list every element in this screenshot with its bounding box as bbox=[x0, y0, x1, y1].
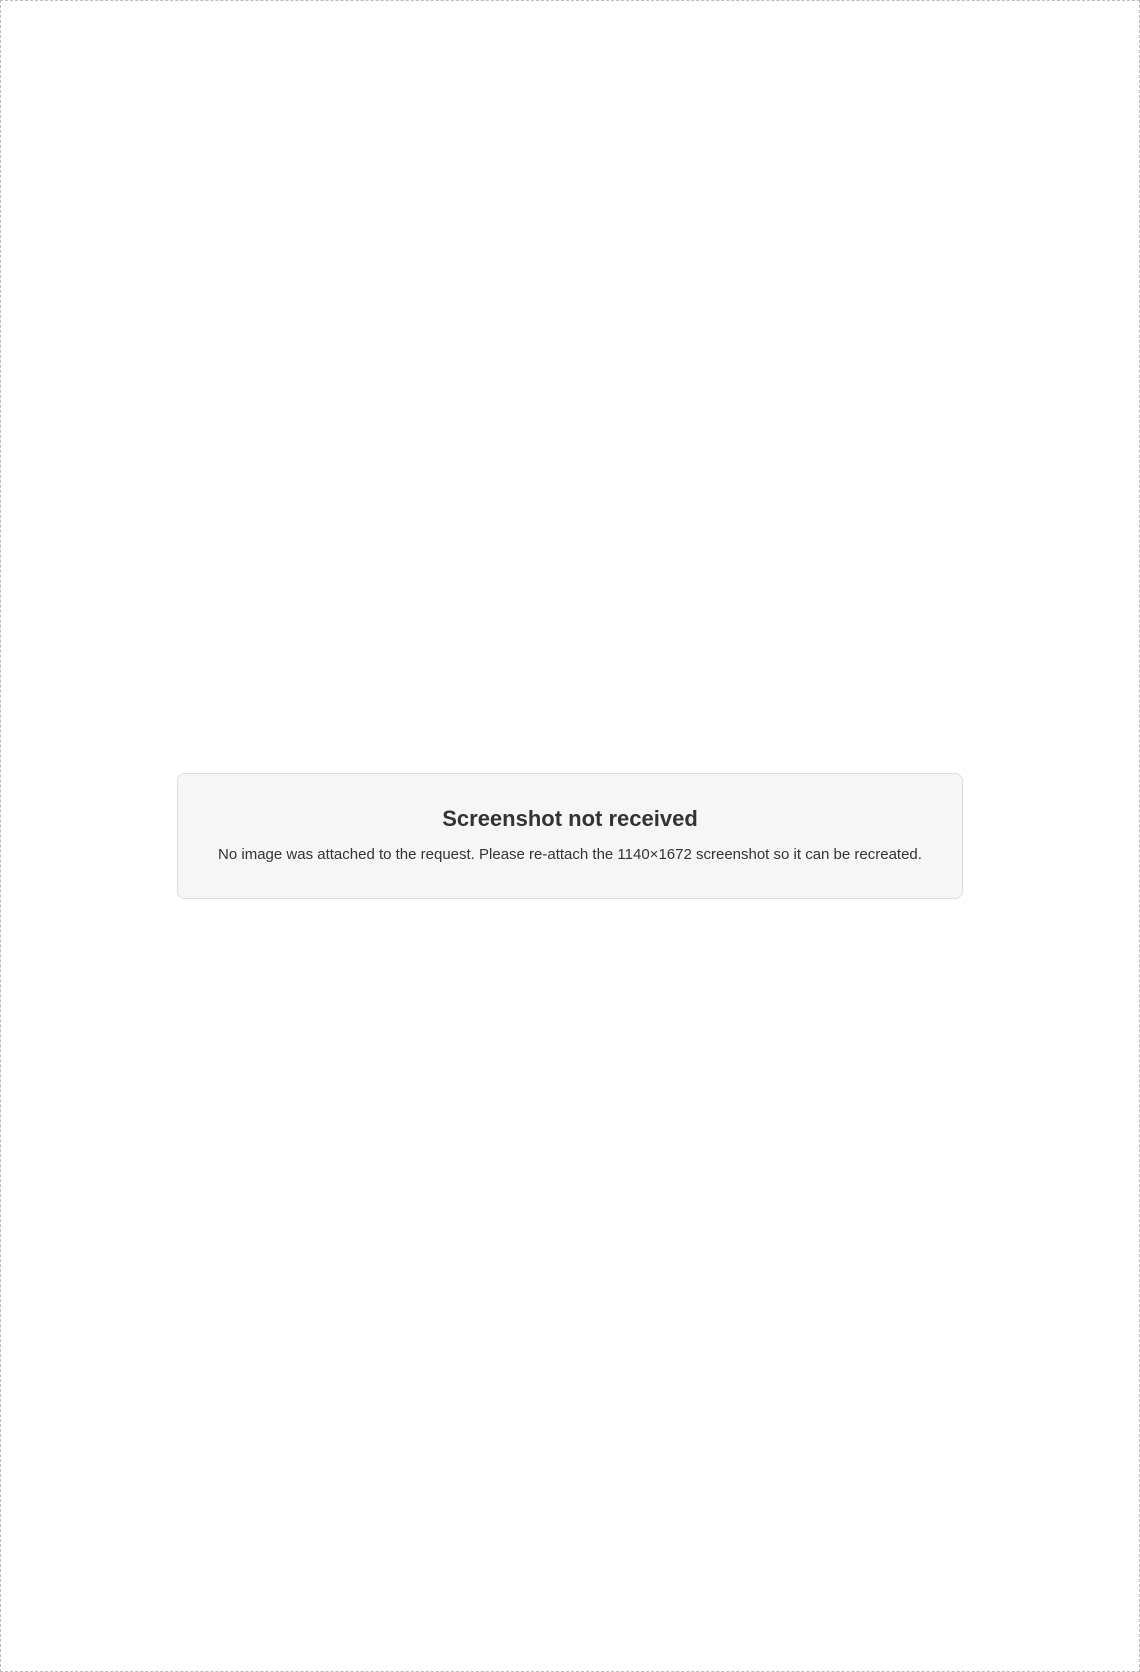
notice-body: No image was attached to the request. Please re-attach the 1140×1672 screenshot so it can be recreated. bbox=[218, 845, 922, 863]
notice-title: Screenshot not received bbox=[442, 805, 698, 831]
missing-image-notice bbox=[177, 773, 963, 900]
